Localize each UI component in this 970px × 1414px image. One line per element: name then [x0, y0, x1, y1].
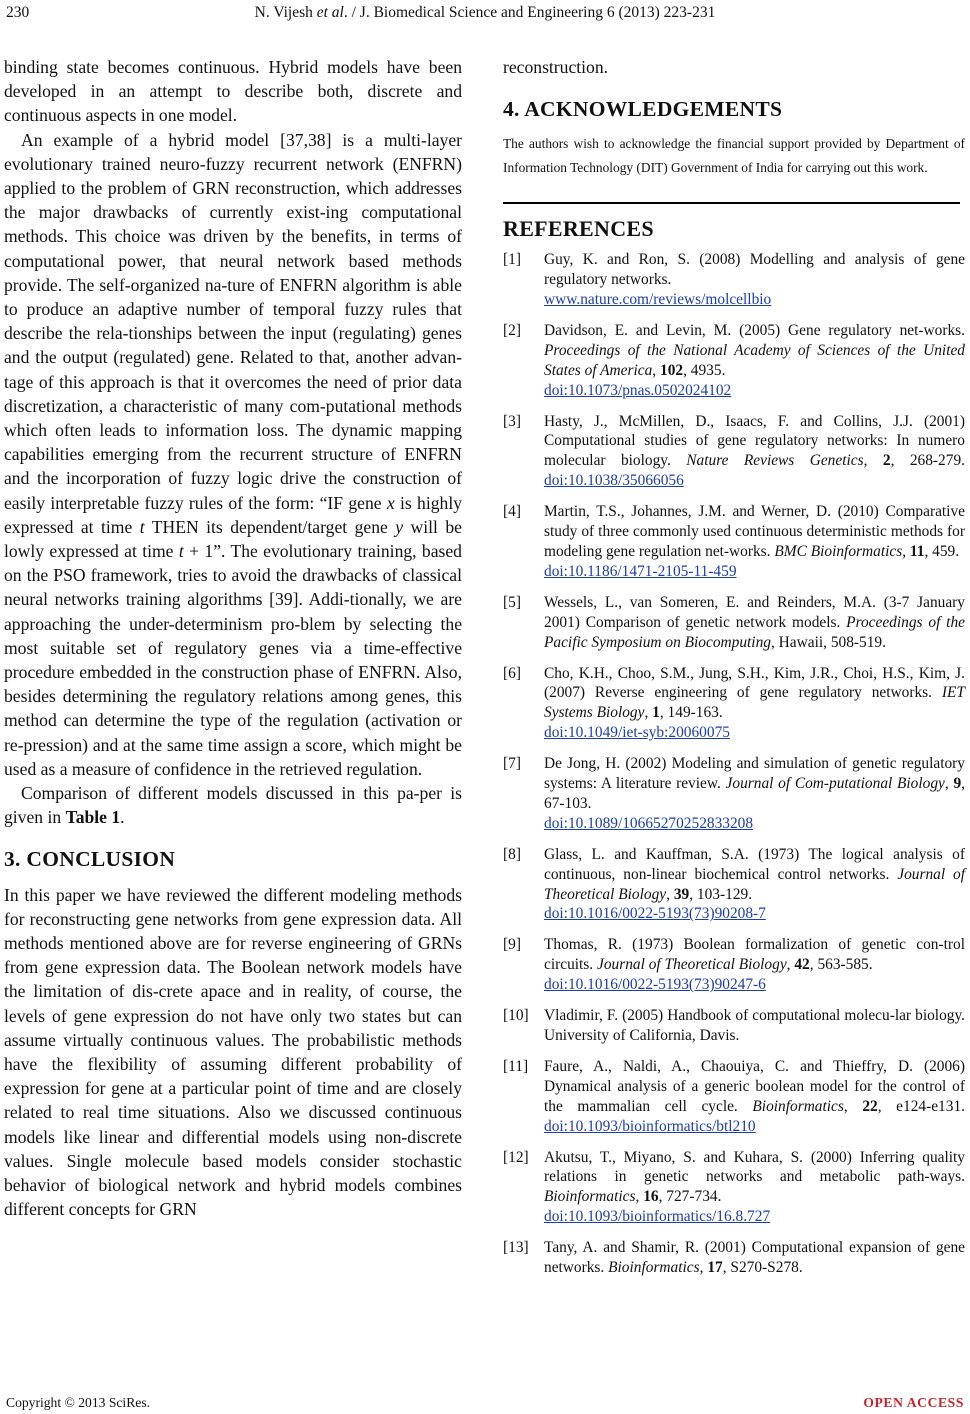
reference-doi-link[interactable]: doi:10.1073/pnas.0502024102 — [544, 381, 732, 399]
right-column — [503, 55, 965, 1289]
paragraph-enfrn — [4, 128, 462, 781]
enfrn-text-1: An example of a hybrid model [37,38] is a multi-layer evolutionary trained neuro-fuzzy recurrent network (ENFRN) applied to the problem of GRN reconstruction, which addresses the major drawbacks of currently exist-ing computational methods. This choice was driven by the benefits, in terms of computational power, that neural network based methods provide. The self-organized na-ture of ENFRN algorithm is able to produce an adaptive number of temporal fuzzy rules that describe the rela-tionships between the input (regulating) genes and the output (regulated) gene. Related to that, another advan-tage of this approach is that it overcomes the need of prior data discretization, a characteristic of many com-putational methods which often leads to information loss. The dynamic mapping capabilities emerging from the recurrent structure of ENFRN and the incorporation of fuzzy logic drive the construction of easily interpretable fuzzy rules of the form: “IF gene — [4, 129, 462, 513]
reference-item — [503, 1238, 965, 1278]
reference-separator: , — [699, 1259, 708, 1277]
reference-item — [503, 1057, 965, 1137]
reference-journal: Proceedings of the National Academy of Sciences of the United States of America — [544, 341, 965, 379]
reference-text: Tany, A. and Shamir, R. (2001) Computational expansion of gene networks. — [544, 1239, 965, 1277]
reference-journal: Journal of Theoretical Biology — [597, 956, 787, 974]
table-1-reference[interactable]: Table 1 — [65, 807, 121, 828]
reference-pages: , e124-e131. — [877, 1097, 965, 1115]
reference-doi-link[interactable]: doi:10.1016/0022-5193(73)90208-7 — [544, 905, 766, 923]
reference-number: [4] — [503, 503, 521, 521]
reference-pages: , 459. — [924, 542, 960, 560]
reference-text: Hasty, J., McMillen, D., Isaacs, F. and Collins, J.J. (2001) Computational studies of gene regulatory networks: In numero molecular biology. — [544, 412, 965, 470]
reference-item — [503, 412, 965, 492]
reference-separator: , — [644, 704, 653, 722]
paragraph-conclusion: In this paper we have reviewed the different modeling methods for reconstructing gene networks from gene expression data. All methods mentioned above are for reverse engineering of GRNs from gene expression data. The Boolean network models have the limitation of dis-crete apace and in reality, of course, the levels of gene expression do not have only two states but can assume virtually continuous values. The probabilistic methods have the flexibility of assuming different probability of expression for gene at a particular point of time and are closely related to real time situations. Also we discussed continuous models like linear and differential models using non-discrete values. Single molecule based models consider stochastic behavior of biological network and hybrid models combines different concepts for GRN — [4, 884, 462, 1220]
reference-item — [503, 935, 965, 995]
running-header — [0, 4, 970, 26]
enfrn-text-3: THEN its dependent/target gene — [144, 516, 396, 537]
reference-item — [503, 502, 965, 582]
reference-item — [503, 321, 965, 401]
running-head-authors: N. Vijesh — [254, 4, 317, 21]
reference-separator: , — [843, 1097, 863, 1115]
reference-pages: , 268-279. — [890, 452, 965, 470]
enfrn-text-4: will be lowly expressed at time — [4, 516, 462, 562]
reference-number: [7] — [503, 755, 521, 773]
page-number: 230 — [6, 4, 30, 21]
reference-separator: , — [902, 542, 910, 560]
reference-separator: , — [863, 452, 883, 470]
reference-text: Davidson, E. and Levin, M. (2005) Gene regulatory net-works. — [544, 321, 965, 339]
acknowledgements-heading: 4. ACKNOWLEDGEMENTS — [503, 97, 783, 122]
reference-number: [9] — [503, 936, 521, 954]
reference-number: [11] — [503, 1057, 529, 1075]
reference-number: [6] — [503, 664, 521, 682]
reference-volume: 17 — [707, 1259, 723, 1277]
reference-journal: BMC Bioinformatics — [774, 542, 903, 560]
reference-volume: 11 — [909, 542, 925, 560]
reference-journal: Bioinformatics — [544, 1188, 636, 1206]
acknowledgements-text: The authors wish to acknowledge the financial support provided by Department of Information Technology (DIT) Government of India for carrying out this work. — [503, 136, 965, 176]
reference-text: De Jong, H. (2002) Modeling and simulation of genetic regulatory systems: A literature review. — [544, 755, 965, 793]
reference-item — [503, 664, 965, 744]
reference-separator: , — [635, 1188, 644, 1206]
open-access-label: OPEN ACCESS — [863, 1395, 964, 1410]
reference-text: Thomas, R. (1973) Boolean formalization of genetic con-trol circuits. — [544, 936, 965, 974]
reference-doi-link[interactable]: doi:10.1049/iet-syb:20060075 — [544, 724, 730, 742]
reference-list — [503, 250, 965, 1278]
reference-doi-link[interactable]: doi:10.1093/bioinformatics/btl210 — [544, 1117, 756, 1135]
reference-text: Guy, K. and Ron, S. (2008) Modelling and analysis of gene regulatory networks. — [544, 251, 965, 289]
reference-item — [503, 250, 965, 310]
reference-text: Glass, L. and Kauffman, S.A. (1973) The logical analysis of continuous, non-linear biochemical control networks. — [544, 845, 965, 883]
reference-text: Cho, K.H., Choo, S.M., Jung, S.H., Kim, J.R., Choi, H.S., Kim, J. (2007) Reverse engineering of gene regulatory networks. — [544, 664, 965, 702]
reference-volume: 42 — [794, 956, 810, 974]
reference-number: [2] — [503, 321, 521, 339]
reference-volume: 16 — [643, 1188, 659, 1206]
paragraph-continuation: reconstruction. — [503, 57, 609, 77]
reference-text: Martin, T.S., Johannes, J.M. and Werner, D. (2010) Comparative study of three commonly used continuous deterministic methods for modeling gene regulation net-works. — [544, 503, 965, 560]
paragraph-comparison — [4, 781, 462, 829]
reference-journal: IET Systems Biology — [544, 684, 965, 722]
reference-number: [3] — [503, 412, 521, 430]
reference-pages: , 149-163. — [659, 704, 723, 722]
running-head — [0, 4, 970, 22]
reference-volume: 2 — [882, 452, 891, 470]
copyright-notice: Copyright © 2013 SciRes. — [6, 1395, 151, 1410]
reference-pages: , 103-129. — [689, 885, 753, 903]
enfrn-text-5: + 1”. The evolutionary training, based on the PSO framework, tries to avoid the drawbacks of classical neural networks training algorithms [39]. Addi-tionally, we are approaching the under-determinism pro-blem by selecting the most suitable set of regulatory genes via a time-effective procedure embedded in the construction phase of ENFRN. Also, besides determining the regulatory relations among genes, this method can determine the type of the regulation (activation or re-pression) and at the same time assign a score, which might be used as a measure of confidence in the retrieved regulation. — [4, 541, 462, 779]
var-x: x — [386, 492, 395, 513]
reference-number: [10] — [503, 1007, 529, 1025]
reference-item — [503, 845, 965, 925]
reference-journal: Journal of Theoretical Biology — [544, 865, 966, 903]
reference-doi-link[interactable]: doi:10.1186/1471-2105-11-459 — [544, 562, 737, 580]
paragraph-hybrid-intro: binding state becomes continuous. Hybrid models have been developed in an attempt to describe both, discrete and continuous aspects in one model. — [4, 57, 462, 126]
reference-number: [13] — [503, 1239, 529, 1257]
reference-journal: Journal of Com-putational Biology — [725, 775, 945, 793]
reference-separator: , — [652, 361, 660, 379]
reference-doi-link[interactable]: doi:10.1093/bioinformatics/16.8.727 — [544, 1208, 771, 1226]
comparison-end: . — [120, 807, 125, 828]
reference-journal: Bioinformatics — [752, 1097, 844, 1115]
reference-separator: , — [666, 885, 674, 903]
enfrn-text-2: is highly expressed at time — [4, 492, 462, 537]
reference-pages: , 563-585. — [809, 956, 873, 974]
reference-text: Faure, A., Naldi, A., Chaouiya, C. and Thieffry, D. (2006) Dynamical analysis of a generic boolean model for the control of the mammalian cell cycle. — [544, 1057, 965, 1115]
var-t: t — [139, 516, 145, 537]
reference-doi-link[interactable]: doi:10.1016/0022-5193(73)90247-6 — [544, 976, 766, 994]
reference-item — [503, 593, 965, 653]
reference-number: [1] — [503, 251, 521, 269]
reference-volume: 22 — [862, 1097, 878, 1115]
reference-item — [503, 1148, 965, 1228]
reference-journal: Nature Reviews Genetics — [686, 452, 864, 470]
reference-doi-link[interactable]: doi:10.1089/10665270252833208 — [544, 814, 754, 832]
reference-volume: 102 — [660, 361, 684, 379]
reference-volume: 9 — [953, 775, 962, 793]
reference-separator: , Hawaii, 508-519. — [770, 633, 886, 651]
reference-number: [5] — [503, 593, 521, 611]
running-head-journal: . / J. Biomedical Science and Engineering 6 (2013) 223-231 — [343, 4, 716, 21]
page-footer — [0, 1395, 970, 1414]
references-heading: REFERENCES — [503, 216, 654, 242]
conclusion-heading: 3. CONCLUSION — [4, 846, 176, 871]
reference-pages: , 727-734. — [658, 1188, 722, 1206]
reference-pages: , 4935. — [683, 361, 726, 379]
reference-number: [12] — [503, 1148, 529, 1166]
reference-journal: Proceedings of the Pacific Symposium on Biocomputing — [544, 613, 965, 651]
reference-pages: , 67-103. — [544, 775, 965, 812]
reference-doi-link[interactable]: www.nature.com/reviews/molcellbio — [544, 291, 772, 309]
left-column — [4, 55, 462, 1221]
reference-pages: , S270-S278. — [722, 1259, 803, 1277]
reference-separator: , — [786, 956, 795, 974]
reference-text: Wessels, L., van Someren, E. and Reinders, M.A. (3-7 January 2001) Comparison of genetic network models. — [544, 593, 965, 631]
reference-item — [503, 1006, 965, 1046]
reference-doi-link[interactable]: doi:10.1038/35066056 — [544, 472, 684, 490]
running-head-etal: et al — [316, 4, 344, 21]
var-t-plus-one: t — [178, 541, 184, 562]
var-y: y — [395, 516, 404, 537]
reference-text: Akutsu, T., Miyano, S. and Kuhara, S. (2000) Inferring quality relations in genetic networks and metabolic path-ways. — [544, 1148, 965, 1186]
reference-separator: , — [944, 775, 954, 793]
reference-journal: Bioinformatics — [608, 1259, 700, 1277]
section-divider — [503, 202, 960, 204]
reference-volume: 1 — [652, 704, 660, 722]
reference-number: [8] — [503, 845, 521, 863]
reference-volume: 39 — [673, 885, 690, 903]
reference-item — [503, 754, 965, 834]
comparison-text: Comparison of different models discussed in this pa-per is given in — [4, 783, 462, 828]
reference-text: Vladimir, F. (2005) Handbook of computational molecu-lar biology. University of California, Davis. — [544, 1007, 965, 1045]
